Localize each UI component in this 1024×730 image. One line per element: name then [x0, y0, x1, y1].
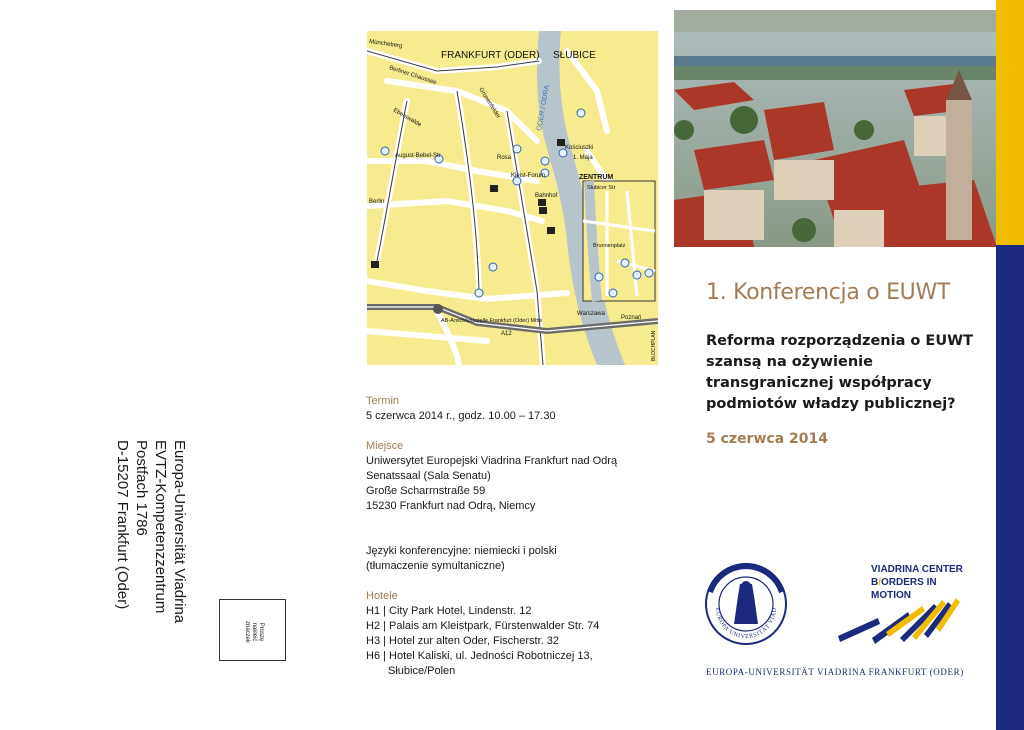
map-street-label: AB-Anschlussstelle Frankfurt (Oder) Mitte: [441, 318, 543, 324]
address-line: D-15207 Frankfurt (Oder): [114, 440, 131, 610]
map-zentrum-label: ZENTRUM: [579, 174, 614, 181]
conference-subtitle: [706, 331, 973, 415]
map-street-label: Kościuszki: [565, 145, 594, 151]
map-street-label: Gronenfelder: [477, 86, 501, 120]
vcbm-stripes-logo: [838, 562, 978, 644]
stamp-line: znaczek: [244, 620, 250, 643]
hotel-item: H1 | City Park Hotel, Lindenstr. 12: [366, 605, 532, 617]
mailing-address: [113, 440, 189, 624]
map-street-label: A12: [501, 331, 512, 337]
brand-yellow-bar: [996, 0, 1024, 245]
map-street-label: Warszawa: [577, 311, 605, 317]
miejsce-line: Uniwersytet Europejski Viadrina Frankfurt nad Odrą: [366, 455, 618, 467]
stamp-instruction: [243, 614, 264, 650]
map-street-label: Kleist-Forum: [511, 173, 546, 179]
hotele-label: Hotele: [366, 590, 398, 602]
event-info: [366, 394, 666, 679]
seal-text: EUROPA UNIVERSITÄT VIAD: [713, 607, 779, 641]
hotel-item-continuation: Słubice/Polen: [388, 665, 456, 677]
miejsce-line: Senatssaal (Sala Senatu): [366, 470, 491, 482]
stamp-line: nakleić: [251, 622, 257, 642]
vcbm-line: VIADRINA CENTER: [871, 564, 963, 575]
conference-date: 5 czerwca 2014: [706, 431, 828, 447]
map-street-label: 1. Maja: [573, 155, 593, 161]
hotel-item: H2 | Palais am Kleistpark, Fürstenwalder Str. 74: [366, 620, 600, 632]
vcbm-slash: /: [878, 577, 882, 588]
termin-value: 5 czerwca 2014 r., godz. 10.00 – 17.30: [366, 410, 556, 422]
vcbm-letter: B: [871, 577, 879, 588]
conference-title: 1. Konferencja o EUWT: [706, 280, 951, 305]
subtitle-line: szansą na ożywienie: [706, 354, 873, 370]
miejsce-label: Miejsce: [366, 440, 404, 452]
map-credit: BLOCHPLAN: [651, 330, 657, 361]
address-line: Europa-Universität Viadrina: [171, 440, 188, 624]
vcbm-line: MOTION: [871, 590, 911, 601]
map-river-label: ODER / ODRA: [536, 84, 552, 132]
miejsce-line: Große Scharrnstraße 59: [366, 485, 486, 497]
city-map: [367, 31, 658, 365]
map-street-label: Müncheberg: [368, 39, 403, 50]
hotel-item: H6 | Hotel Kaliski, ul. Jedności Robotniczej 13,: [366, 650, 593, 662]
map-street-label: Bahnhof: [535, 193, 558, 199]
map-city-slubice: SŁUBICE: [553, 50, 596, 61]
brand-blue-bar: [996, 245, 1024, 730]
miejsce-line: 15230 Frankfurt nad Odrą, Niemcy: [366, 500, 536, 512]
stamp-line: Proszę: [258, 622, 264, 642]
map-street-label: Eberswalde: [392, 107, 423, 129]
city-aerial-photo: [674, 10, 997, 247]
map-street-label: Berlin: [369, 199, 385, 205]
map-street-label: Słubicer Str: [587, 185, 616, 191]
university-seal-logo: [704, 562, 788, 646]
hotel-item: H3 | Hotel zur alten Oder, Fischerstr. 32: [366, 635, 559, 647]
stamp-box: [219, 599, 286, 661]
subtitle-line: podmiotów władzy publicznej?: [706, 396, 956, 412]
map-street-label: Brunnenplatz: [593, 243, 626, 249]
map-street-label: Poznań: [621, 315, 642, 321]
languages-line: (tłumaczenie symultaniczne): [366, 560, 505, 572]
subtitle-line: transgranicznej współpracy: [706, 375, 932, 391]
subtitle-line: Reforma rozporządzenia o EUWT: [706, 333, 973, 349]
map-street-label: Berliner Chaussee: [388, 65, 438, 87]
address-line: EVTZ-Kompetenzzentrum: [152, 440, 169, 614]
termin-label: Termin: [366, 395, 400, 407]
map-street-label: August-Bebel-Str: [395, 153, 441, 159]
vcbm-line: ORDERS IN: [881, 577, 937, 588]
languages-line: Języki konferencyjne: niemiecki i polski: [366, 545, 557, 557]
map-street-label: Rosa: [497, 155, 512, 161]
university-footer: EUROPA-UNIVERSITÄT VIADRINA FRANKFURT (ODER): [706, 667, 964, 677]
address-line: Postfach 1786: [133, 440, 150, 536]
map-city-frankfurt: FRANKFURT (ODER): [441, 50, 540, 61]
